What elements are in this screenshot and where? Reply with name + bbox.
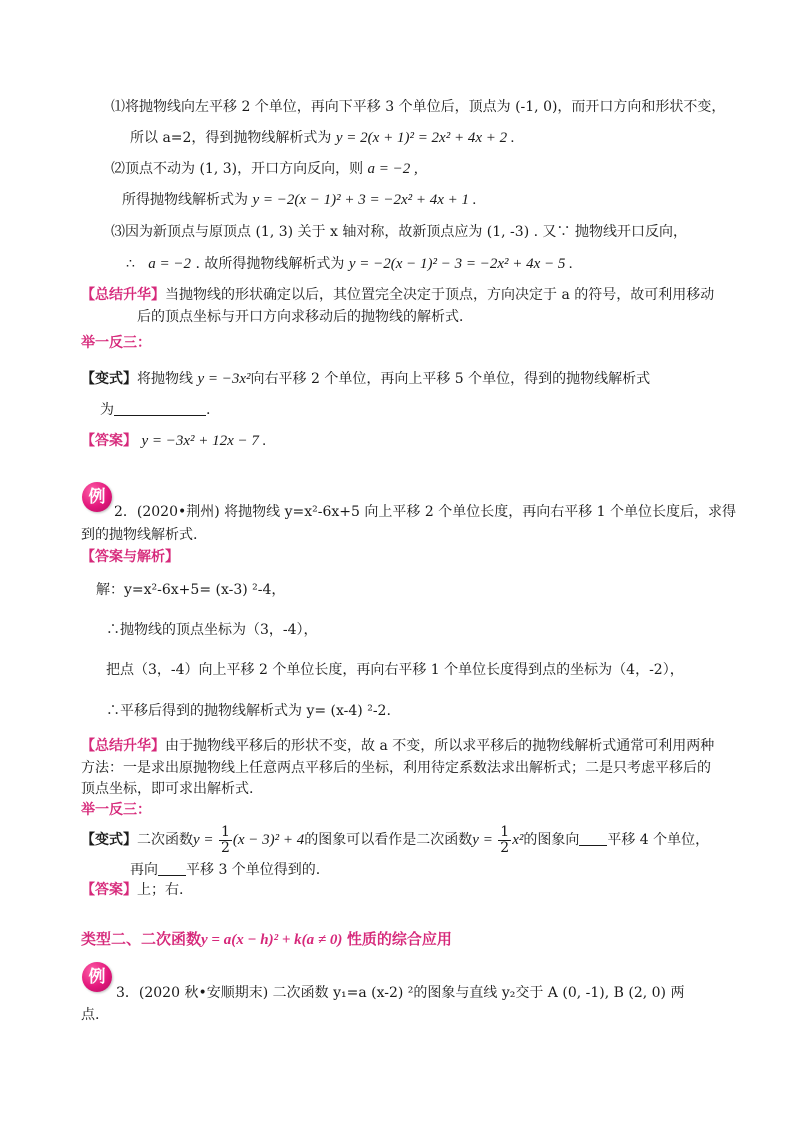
practice-1-answer-formula: y = −3x² + 12x − 7 . [141, 433, 267, 449]
example-3-badge: 例 [82, 962, 112, 992]
fraction-denominator-2: 2 [500, 839, 510, 856]
section-2-title-post: 性质的综合应用 [346, 930, 452, 948]
solution-line-4 [122, 190, 477, 210]
practice-1-variant-line-2 [100, 400, 210, 420]
section-2-title-pre: 类型二、二次函数 [81, 930, 202, 948]
solution-line-3-text: ⑵顶点不动为 (1, 3)，开口方向反向，则 [111, 161, 364, 177]
therefore-symbol: ∴ [126, 256, 135, 272]
section-2-title [81, 929, 452, 950]
summary-2-line-1 [81, 736, 714, 756]
practice-2-line-2-pre: 再向 [130, 862, 158, 878]
summary-2-text-1: 由于抛物线平移后的形状不变，故 a 不变，所以求平移后的抛物线解析式通常可利用两种 [165, 738, 715, 754]
blank-direction-1[interactable] [579, 831, 607, 846]
practice-2-line-2 [130, 860, 320, 880]
practice-1-variant-label: 【变式】 [81, 371, 137, 387]
solution-line-5: ⑶因为新顶点与原顶点 (1, 3) 关于 x 轴对称，故新顶点应为 (1, -3) . 又∵ 抛物线开口反向， [111, 224, 687, 240]
solution-line-3-formula: a = −2 , [367, 161, 418, 177]
solution-line-4-formula: y = −2(x − 1)² + 3 = −2x² + 4x + 1 . [252, 192, 477, 208]
summary-2-label: 【总结升华】 [81, 738, 165, 754]
solution-line-6-text: . 故所得抛物线解析式为 [195, 256, 345, 272]
practice-2-formula-1-pre: y = [193, 832, 214, 848]
practice-2-answer-label: 【答案】 [81, 882, 137, 898]
example-2-line-2: 到的抛物线解析式. [81, 527, 198, 543]
fraction-numerator: 1 [220, 823, 230, 840]
example-2-step-3: 把点（3，-4）向上平移 2 个单位长度，再向右平移 1 个单位长度得到点的坐标为（4，-2）， [106, 662, 684, 678]
practice-1-variant [81, 369, 650, 389]
fraction-one-half [219, 825, 232, 856]
example-2-badge: 例 [82, 482, 112, 512]
example-2-step-1: 解：y=x²-6x+5= (x-3) ²-4， [96, 582, 286, 598]
summary-1-line-2: 后的顶点坐标与开口方向求移动后的抛物线的解析式． [137, 309, 473, 325]
example-2-step-4: ∴平移后得到的抛物线解析式为 y= (x-4) ²-2. [106, 703, 391, 719]
solution-line-6-value: a = −2 [148, 256, 192, 272]
solution-line-2-formula: y = 2(x + 1)² = 2x² + 4x + 2 . [335, 130, 515, 146]
solution-line-6 [126, 254, 573, 274]
practice-2-text-2: 的图象可以看作是二次函数 [304, 832, 473, 848]
practice-2-heading: 举一反三： [81, 802, 151, 818]
fraction-one-half-2 [498, 825, 511, 856]
solution-line-2 [130, 128, 515, 148]
practice-2-answer [81, 880, 183, 900]
answer-blank[interactable] [114, 401, 206, 416]
practice-1-answer [81, 431, 266, 451]
fraction-numerator-2: 1 [500, 823, 510, 840]
solution-line-4-text: 所得抛物线解析式为 [122, 192, 248, 208]
practice-2-formula-2-post: x² [512, 832, 524, 848]
practice-2-text-3: 的图象向 [523, 832, 580, 848]
practice-1-answer-label: 【答案】 [81, 433, 137, 449]
practice-2-variant [81, 822, 709, 858]
summary-1-label: 【总结升华】 [81, 287, 165, 303]
summary-1-line-1 [81, 285, 714, 305]
practice-1-variant-end: . [206, 402, 211, 418]
practice-2-formula-2-pre: y = [472, 832, 493, 848]
practice-2-answer-text: 上；右. [137, 882, 184, 898]
solution-line-2-text: 所以 a=2，得到抛物线解析式为 [130, 130, 332, 146]
practice-2-line-2-post: 平移 3 个单位得到的. [186, 862, 321, 878]
example-3-line-2: 点. [81, 1007, 100, 1023]
summary-2-line-3: 顶点坐标，即可求出解析式. [81, 781, 254, 797]
practice-2-variant-label: 【变式】 [81, 832, 137, 848]
example-3-line-1: 3．(2020 秋•安顺期末) 二次函数 y₁=a (x-2) ²的图象与直线 y₂交于 A (0, -1), B (2, 0) 两 [116, 985, 685, 1001]
example-2-step-2: ∴抛物线的顶点坐标为（3，-4）， [106, 622, 318, 638]
solution-line-1: ⑴将抛物线向左平移 2 个单位，再向下平移 3 个单位后，顶点为 (-1, 0)，而开口方向和形状不变， [111, 99, 726, 115]
summary-1-text-1: 当抛物线的形状确定以后，其位置完全决定于顶点，方向决定于 a 的符号，故可利用移动 [165, 287, 715, 303]
solution-line-3 [111, 159, 418, 179]
practice-1-variant-wei: 为 [100, 402, 114, 418]
practice-2-text-1: 二次函数 [137, 832, 193, 848]
blank-direction-2[interactable] [158, 861, 186, 876]
example-2-line-1: 2．(2020•荆州) 将抛物线 y=x²-6x+5 向上平移 2 个单位长度，再向右平移 1 个单位长度后，求得 [114, 504, 737, 520]
practice-1-heading: 举一反三： [81, 335, 151, 351]
practice-1-variant-formula: y = −3x² [197, 371, 251, 387]
section-2-title-formula: y = a(x − h)² + k(a ≠ 0) [201, 932, 343, 948]
summary-2-line-2: 方法：一是求出原抛物线上任意两点平移后的坐标，利用待定系数法求出解析式；二是只考虑平移后的 [81, 760, 711, 776]
solution-line-6-formula: y = −2(x − 1)² − 3 = −2x² + 4x − 5 . [348, 256, 573, 272]
practice-2-formula-1-post: (x − 3)² + 4 [232, 832, 305, 848]
practice-1-variant-pre: 将抛物线 [137, 371, 193, 387]
practice-1-variant-post: 向右平移 2 个单位，再向上平移 5 个单位，得到的抛物线解析式 [250, 371, 651, 387]
example-2-answer-label: 【答案与解析】 [81, 549, 179, 565]
fraction-denominator: 2 [220, 839, 230, 856]
practice-2-text-4: 平移 4 个单位， [607, 832, 710, 848]
